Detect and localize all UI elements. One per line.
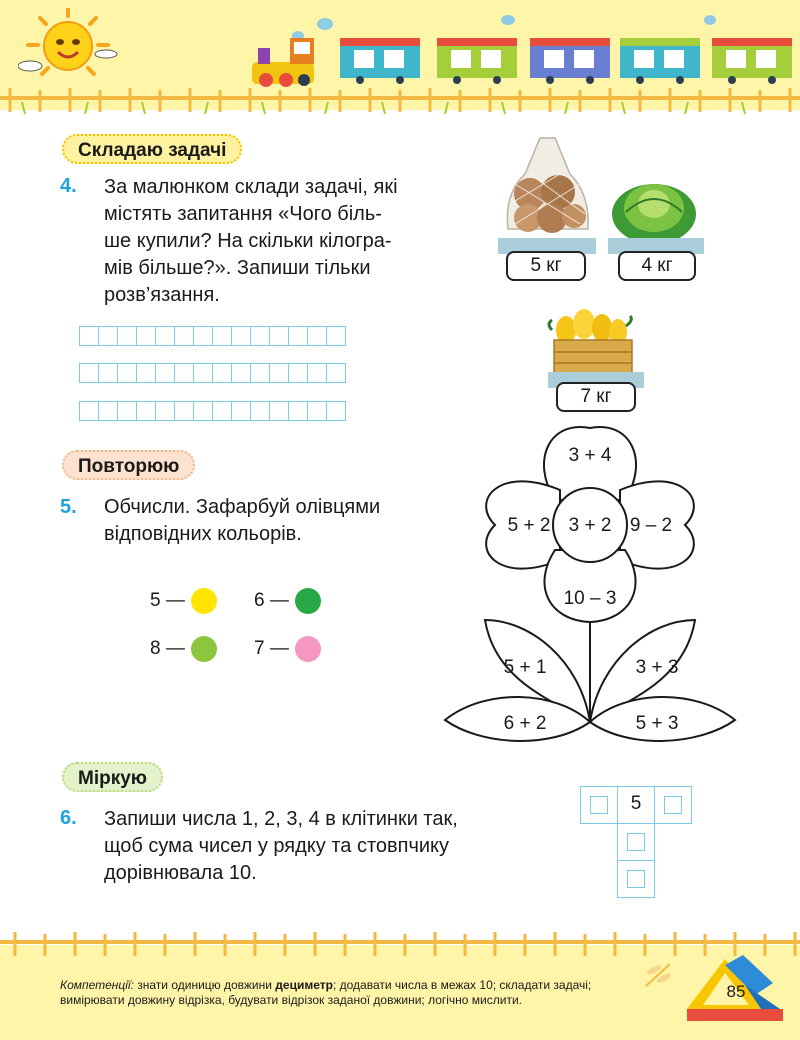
color-legend-5 — [150, 588, 217, 614]
task-number-6: 6. — [60, 807, 77, 829]
dragonfly-icon — [640, 960, 676, 990]
competencies-text: ; додавати числа в межах 10; складати задачі; вимірювати довжину відрізка, будувати відрізок заданої довжини; логічно мислити. — [60, 978, 592, 1007]
puzzle-cell-col-middle[interactable] — [617, 823, 655, 861]
competencies-text: знати одиницю довжини — [133, 978, 276, 992]
color-legend-8 — [150, 636, 217, 662]
task-5-text — [104, 494, 454, 548]
weight-label-potatoes: 5 кг — [506, 251, 586, 281]
task-4-line: мів більше?». Запиши тільки — [104, 257, 371, 279]
pink-color-swatch — [295, 636, 321, 662]
task-6-line: щоб сума чисел у рядку та стовпчику — [104, 835, 450, 857]
yellow-color-swatch — [191, 588, 217, 614]
task-4-text — [104, 174, 476, 309]
potatoes-bag-illustration — [500, 134, 595, 252]
legend-label: 7 — — [254, 638, 289, 659]
flower-expr-bottom: 10 – 3 — [563, 588, 617, 609]
task-6-line: Запиши числа 1, 2, 3, 4 в клітинки так, — [104, 808, 458, 830]
sun-icon — [18, 8, 118, 83]
answer-grid-row-2[interactable] — [80, 363, 346, 383]
legend-label: 5 — — [150, 590, 185, 611]
task-4-line: містять запитання «Чого біль- — [104, 203, 382, 225]
answer-grid-row-3[interactable] — [80, 401, 346, 421]
flower-expr-leaf-upper-right: 3 + 3 — [635, 657, 679, 678]
puzzle-cell-given: 5 — [617, 786, 655, 824]
answer-grid-row-1[interactable] — [80, 326, 346, 346]
dark-green-color-swatch — [295, 588, 321, 614]
flower-expr-center: 3 + 2 — [568, 515, 612, 536]
puzzle-cell-col-bottom[interactable] — [617, 860, 655, 898]
legend-label: 6 — — [254, 590, 289, 611]
section-badge-repeat: Повторюю — [62, 450, 195, 480]
section-badge-reason: Міркую — [62, 762, 163, 792]
puzzle-cell-row-left[interactable] — [580, 786, 618, 824]
pears-crate-illustration — [540, 296, 640, 378]
competencies-label: Компетенції: — [60, 978, 134, 992]
task-4-line: За малюнком склади задачі, які — [104, 176, 398, 198]
flower-expr-left: 5 + 2 — [507, 515, 551, 536]
puzzle-cell-row-right[interactable] — [654, 786, 692, 824]
fence-decoration-bottom — [0, 928, 800, 958]
flower-coloring-diagram — [440, 420, 770, 750]
color-legend-6 — [254, 588, 321, 614]
flower-expr-leaf-lower-right: 5 + 3 — [635, 713, 679, 734]
competencies-bold-term: дециметр — [275, 978, 333, 992]
task-6-line: дорівнювала 10. — [104, 862, 257, 884]
legend-label: 8 — — [150, 638, 185, 659]
cabbage-illustration — [606, 166, 702, 246]
task-4-line: ше купили? На скільки кілогра- — [104, 230, 392, 252]
task-6-text — [104, 806, 564, 887]
train-illustration — [250, 14, 800, 92]
task-number-5: 5. — [60, 496, 77, 518]
flower-expr-leaf-upper-left: 5 + 1 — [503, 657, 547, 678]
fence-decoration-top — [0, 86, 800, 116]
task-4-line: розв’язання. — [104, 284, 220, 306]
flower-expr-leaf-lower-left: 6 + 2 — [503, 713, 547, 734]
weight-label-pears: 7 кг — [556, 382, 636, 412]
competencies-note — [60, 978, 620, 1008]
task-5-line: Обчисли. Зафарбуй олівцями — [104, 496, 381, 518]
section-badge-compose: Складаю задачі — [62, 134, 242, 164]
page-number: 85 — [726, 982, 746, 1001]
weight-label-cabbage: 4 кг — [618, 251, 696, 281]
task-5-line: відповідних кольорів. — [104, 523, 302, 545]
flower-expr-top: 3 + 4 — [568, 445, 612, 466]
light-green-color-swatch — [191, 636, 217, 662]
flower-expr-right: 9 – 2 — [629, 515, 673, 536]
color-legend-7 — [254, 636, 321, 662]
task-number-4: 4. — [60, 175, 77, 197]
